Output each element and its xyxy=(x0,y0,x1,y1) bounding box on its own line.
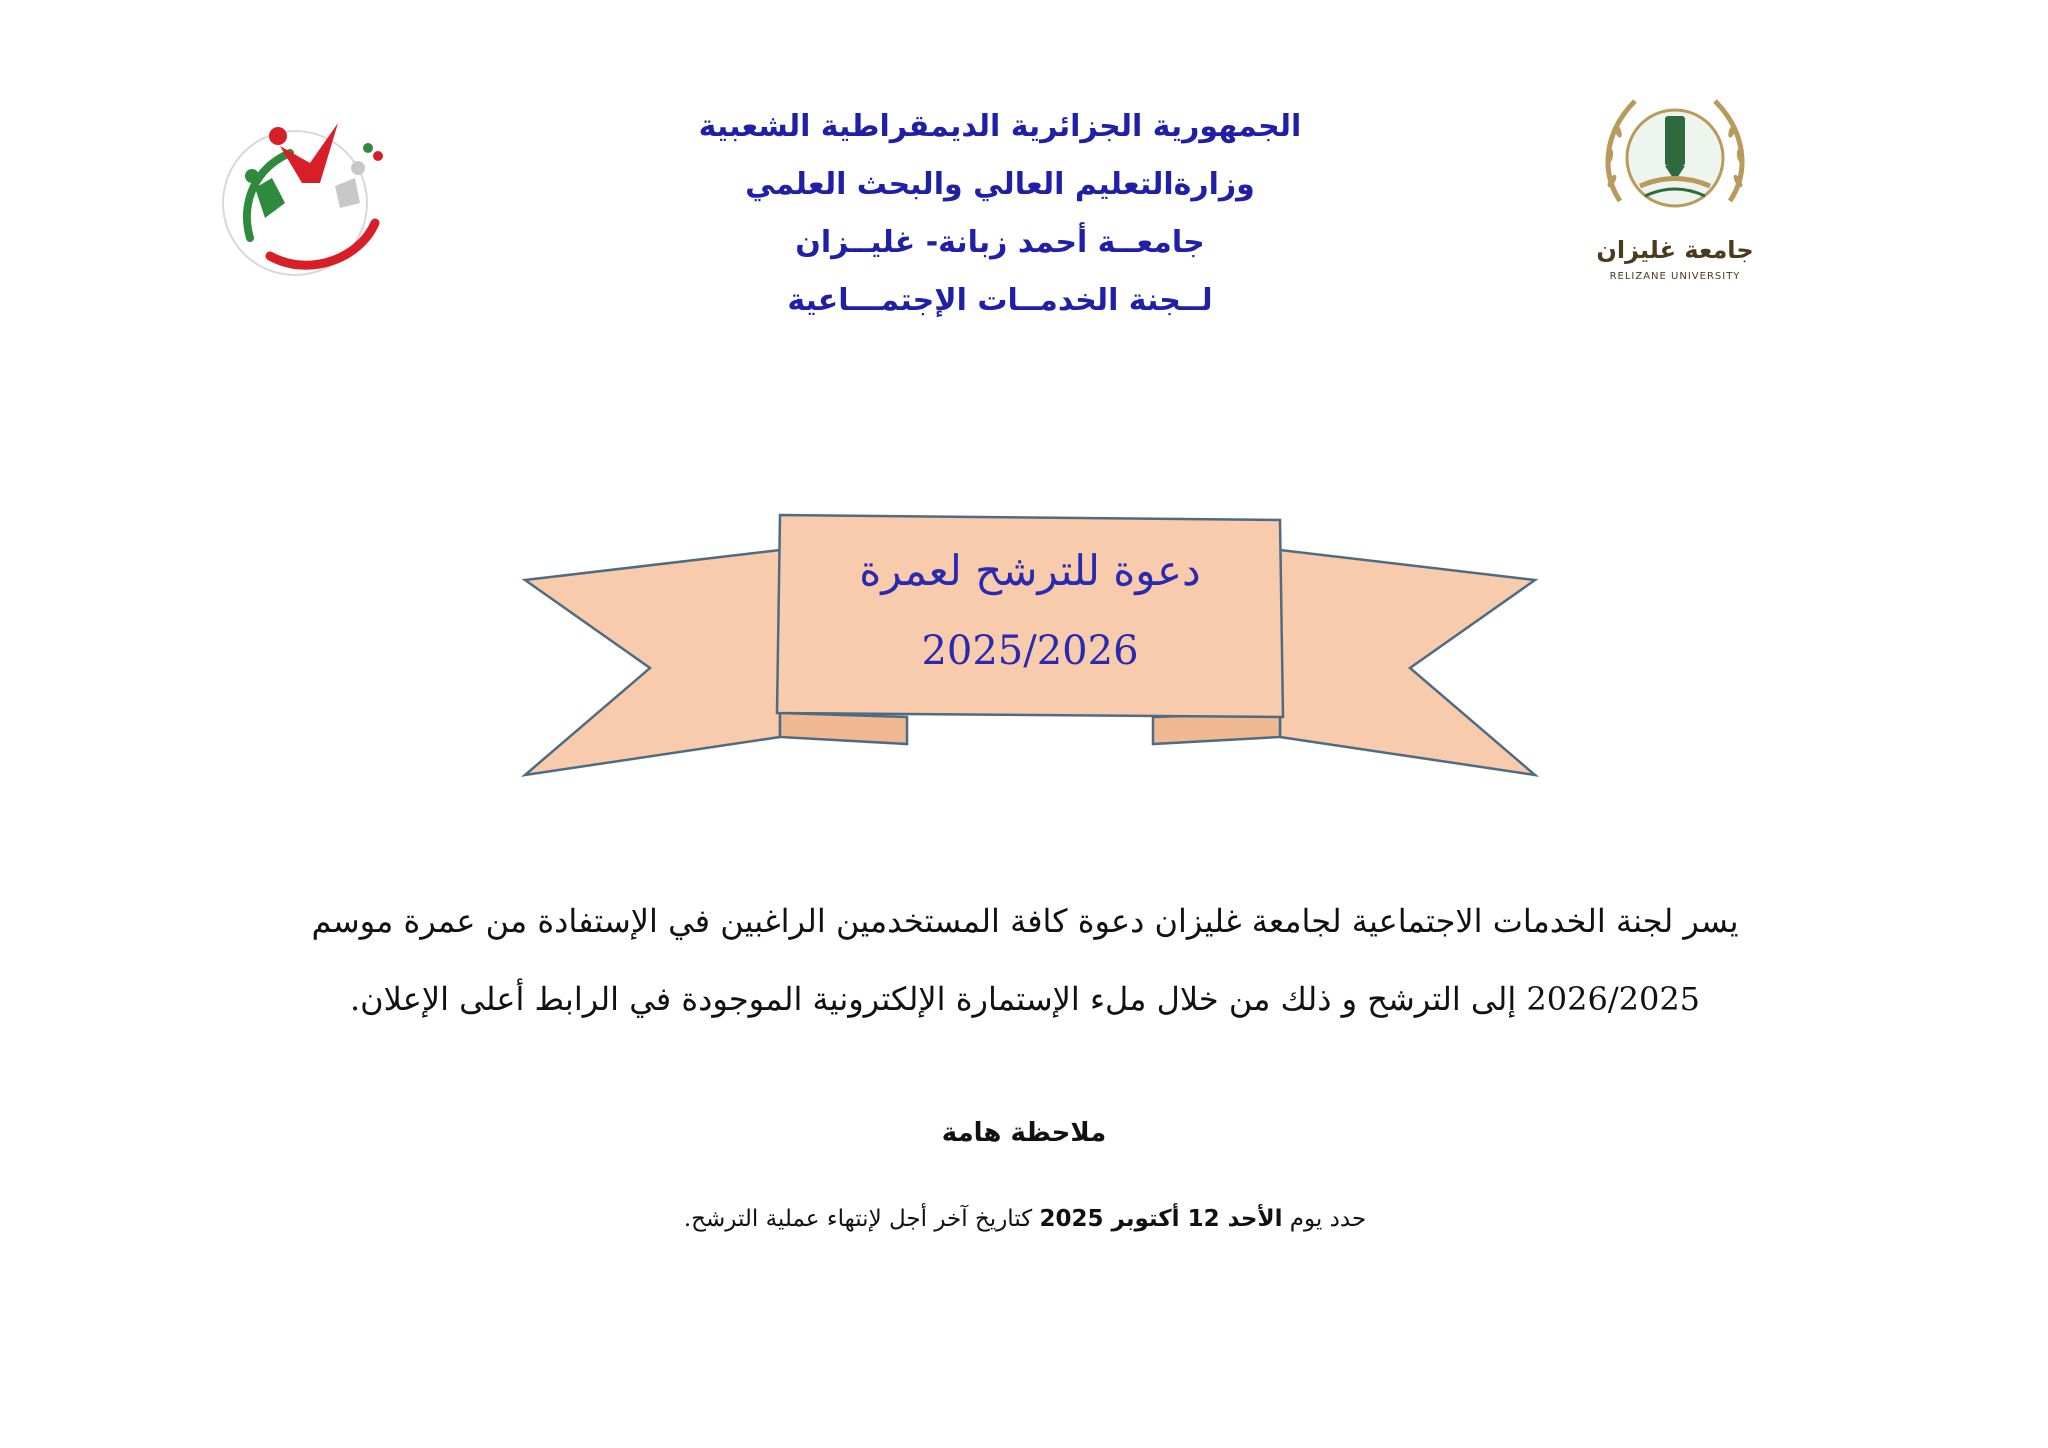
note-text-after: كتاريخ آخر أجل لإنتهاء عملية الترشح. xyxy=(683,1206,1033,1232)
announcement-body xyxy=(200,882,1850,1038)
header-ministry: وزارةالتعليم العالي والبحث العلمي xyxy=(745,167,1255,202)
ribbon-left-tail xyxy=(525,550,780,775)
ribbon-left-fold xyxy=(780,713,907,744)
committee-emblem-icon xyxy=(210,108,395,288)
header-republic: الجمهورية الجزائرية الديمقراطية الشعبية xyxy=(698,109,1302,144)
university-subtitle: RELIZANE UNIVERSITY xyxy=(1609,271,1741,282)
banner-text xyxy=(780,540,1280,684)
banner-year: 2025/2026 xyxy=(921,628,1139,674)
relizane-university-logo xyxy=(1590,86,1760,286)
body-line-2: 2026/2025 إلى الترشح و ذلك من خلال ملء الإستمارة الإلكترونية الموجودة في الرابط أعلى الإعلان. xyxy=(349,980,1701,1018)
note-text xyxy=(520,1206,1530,1232)
university-crest-icon xyxy=(1590,86,1760,236)
note-title: ملاحظة هامة xyxy=(941,1118,1107,1148)
social-services-committee-logo xyxy=(210,108,395,288)
header-committee: لــجنة الخدمــات الإجتمـــاعية xyxy=(787,283,1213,318)
note-deadline-date: الأحد 12 أكتوبر 2025 xyxy=(1039,1206,1283,1232)
ribbon-right-tail xyxy=(1280,550,1535,775)
header-university: جامعــة أحمد زبانة- غليــزان xyxy=(795,225,1205,260)
university-wordmark: جامعة غليزان xyxy=(1596,236,1754,264)
body-line-1: يسر لجنة الخدمات الاجتماعية لجامعة غليزان دعوة كافة المستخدمين الراغبين في الإستفادة من عمرة موسم xyxy=(311,902,1739,940)
note-text-before: حدد يوم xyxy=(1289,1206,1367,1232)
banner-title: دعوة للترشح لعمرة xyxy=(859,546,1201,595)
letterhead xyxy=(620,98,1380,330)
